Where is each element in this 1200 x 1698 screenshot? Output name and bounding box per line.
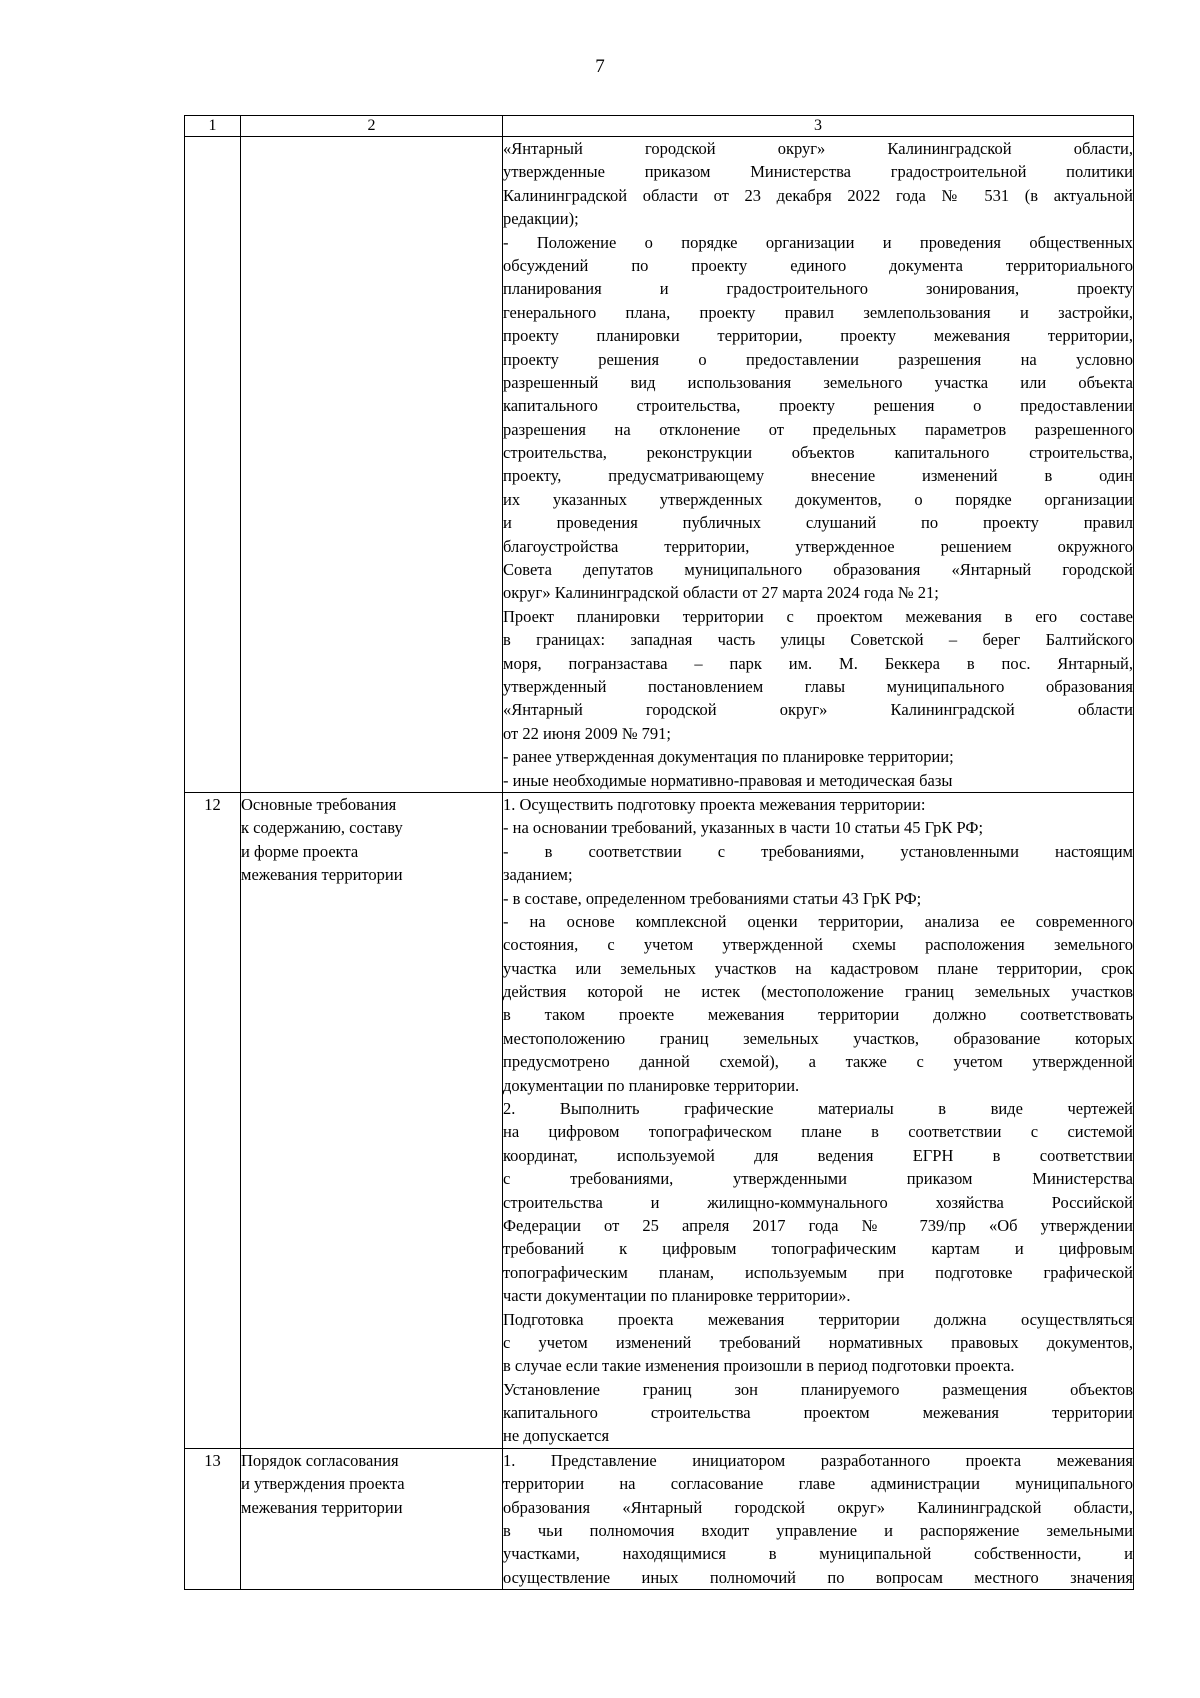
column-header: 2 xyxy=(241,116,503,137)
content-line: Подготовка проекта межевания территории должна осуществляться xyxy=(503,1309,1133,1329)
content-line: с требованиями, утвержденными приказом Министерства xyxy=(503,1169,1133,1189)
requirement-name xyxy=(241,792,503,1448)
content-line: благоустройства территории, утвержденное решением окружного xyxy=(503,536,1133,556)
table-row xyxy=(185,792,1134,1448)
content-line: планирования и градостроительного зонирования, проекту xyxy=(503,279,1133,299)
row-number: 13 xyxy=(185,1448,241,1589)
content-line: 1. Представление инициатором разработанного проекта межевания xyxy=(503,1450,1133,1470)
content-line: - Положение о порядке организации и проведения общественных xyxy=(503,232,1133,252)
content-line: 1. Осуществить подготовку проекта межевания территории: xyxy=(503,794,926,814)
content-line: строительства и жилищно-коммунального хозяйства Российской xyxy=(503,1192,1133,1212)
requirement-content xyxy=(503,1448,1134,1589)
content-line: действия которой не истек (местоположение границ земельных участков xyxy=(503,982,1133,1002)
content-line: капитального строительства проектом межевания территории xyxy=(503,1403,1133,1423)
content-line: - ранее утвержденная документация по планировке территории; xyxy=(503,747,954,767)
content-line: - в соответствии с требованиями, установленными настоящим xyxy=(503,841,1133,861)
content-line: «Янтарный городской округ» Калининградской области, xyxy=(503,139,1133,158)
requirement-content xyxy=(503,792,1134,1448)
content-line: капитального строительства, проекту решения о предоставлении xyxy=(503,396,1133,416)
requirement-name-line: и утверждения проекта xyxy=(241,1474,405,1494)
row-number xyxy=(185,137,241,793)
document-table xyxy=(184,115,1134,1590)
table-header-row xyxy=(185,116,1134,137)
content-line: местоположению границ земельных участков, образование которых xyxy=(503,1028,1133,1048)
content-line: - иные необходимые нормативно-правовая и методическая базы xyxy=(503,770,953,790)
content-line: проекту планировки территории, проекту межевания территории, xyxy=(503,326,1133,346)
content-line: - в составе, определенном требованиями статьи 43 ГрК РФ; xyxy=(503,888,922,908)
content-line: 2. Выполнить графические материалы в виде чертежей xyxy=(503,1099,1133,1119)
requirement-content xyxy=(503,137,1134,793)
column-header: 1 xyxy=(185,116,241,137)
table-row xyxy=(185,137,1134,793)
content-line: в чьи полномочия входит управление и распоряжение земельными xyxy=(503,1521,1133,1541)
content-line: утвержденный постановлением главы муниципального образования xyxy=(503,676,1133,696)
content-line: их указанных утвержденных документов, о порядке организации xyxy=(503,489,1133,509)
requirement-name-line: к содержанию, составу xyxy=(241,818,403,838)
content-line: в случае если такие изменения произошли в период подготовки проекта. xyxy=(503,1356,1015,1376)
row-number: 12 xyxy=(185,792,241,1448)
page-number: 7 xyxy=(595,56,605,77)
content-line: в таком проекте межевания территории должно соответствовать xyxy=(503,1005,1133,1025)
requirement-name-line: Основные требования xyxy=(241,794,397,814)
column-header: 3 xyxy=(503,116,1134,137)
content-line: территории на согласование главе администрации муниципального xyxy=(503,1474,1133,1494)
content-line: участками, находящимися в муниципальной собственности, и xyxy=(503,1544,1133,1564)
requirement-name-line: Порядок согласования xyxy=(241,1450,399,1470)
content-line: предусмотрено данной схемой), а также с учетом утвержденной xyxy=(503,1052,1133,1072)
content-line: - на основе комплексной оценки территории, анализа ее современного xyxy=(503,911,1133,931)
content-line: состояния, с учетом утвержденной схемы расположения земельного xyxy=(503,935,1133,955)
content-line: проекту решения о предоставлении разрешения на условно xyxy=(503,349,1133,369)
content-line: требований к цифровым топографическим картам и цифровым xyxy=(503,1239,1133,1259)
content-line: разрешения на отклонение от предельных параметров разрешенного xyxy=(503,419,1133,439)
requirement-name-line: и форме проекта xyxy=(241,841,359,861)
content-line: осуществление иных полномочий по вопросам местного значения xyxy=(503,1567,1133,1587)
content-line: участка или земельных участков на кадастровом плане территории, срок xyxy=(503,958,1133,978)
content-line: генерального плана, проекту правил землепользования и застройки, xyxy=(503,302,1133,322)
content-line: и проведения публичных слушаний по проекту правил xyxy=(503,513,1133,533)
content-line: в границах: западная часть улицы Советской – берег Балтийского xyxy=(503,630,1133,650)
content-line: с учетом изменений требований нормативных правовых документов, xyxy=(503,1332,1133,1352)
content-line: Калининградской области от 23 декабря 2022 года № 531 (в актуальной xyxy=(503,185,1133,205)
table-row xyxy=(185,1448,1134,1589)
content-line: - на основании требований, указанных в части 10 статьи 45 ГрК РФ; xyxy=(503,818,984,838)
content-line: координат, используемой для ведения ЕГРН в соответствии xyxy=(503,1145,1133,1165)
content-line: моря, погранзастава – парк им. М. Беккера в пос. Янтарный, xyxy=(503,653,1133,673)
requirement-name-line: межевания территории xyxy=(241,865,403,885)
content-line: утвержденные приказом Министерства градостроительной политики xyxy=(503,162,1133,182)
content-line: заданием; xyxy=(503,865,573,885)
content-line: части документации по планировке территории». xyxy=(503,1286,851,1306)
content-line: округ» Калининградской области от 27 марта 2024 года № 21; xyxy=(503,583,939,603)
content-line: обсуждений по проекту единого документа территориального xyxy=(503,255,1133,275)
content-line: образования «Янтарный городской округ» Калининградской области, xyxy=(503,1497,1133,1517)
content-line: строительства, реконструкции объектов капитального строительства, xyxy=(503,443,1133,463)
content-line: редакции); xyxy=(503,209,579,229)
content-line: не допускается xyxy=(503,1426,610,1446)
content-line: от 22 июня 2009 № 791; xyxy=(503,723,672,743)
requirement-name-line: межевания территории xyxy=(241,1497,403,1517)
content-line: Совета депутатов муниципального образования «Янтарный городской xyxy=(503,560,1133,580)
content-line: документации по планировке территории. xyxy=(503,1075,800,1095)
content-line: на цифровом топографическом плане в соответствии с системой xyxy=(503,1122,1133,1142)
content-line: Проект планировки территории с проектом межевания в его составе xyxy=(503,606,1133,626)
requirement-name xyxy=(241,1448,503,1589)
content-line: разрешенный вид использования земельного участка или объекта xyxy=(503,372,1133,392)
content-line: «Янтарный городской округ» Калининградской области xyxy=(503,700,1133,720)
content-line: Установление границ зон планируемого размещения объектов xyxy=(503,1379,1133,1399)
content-line: проекту, предусматривающему внесение изменений в один xyxy=(503,466,1133,486)
requirement-name xyxy=(241,137,503,793)
content-line: Федерации от 25 апреля 2017 года № 739/пр «Об утверждении xyxy=(503,1215,1133,1235)
content-line: топографическим планам, используемым при подготовке графической xyxy=(503,1262,1133,1282)
